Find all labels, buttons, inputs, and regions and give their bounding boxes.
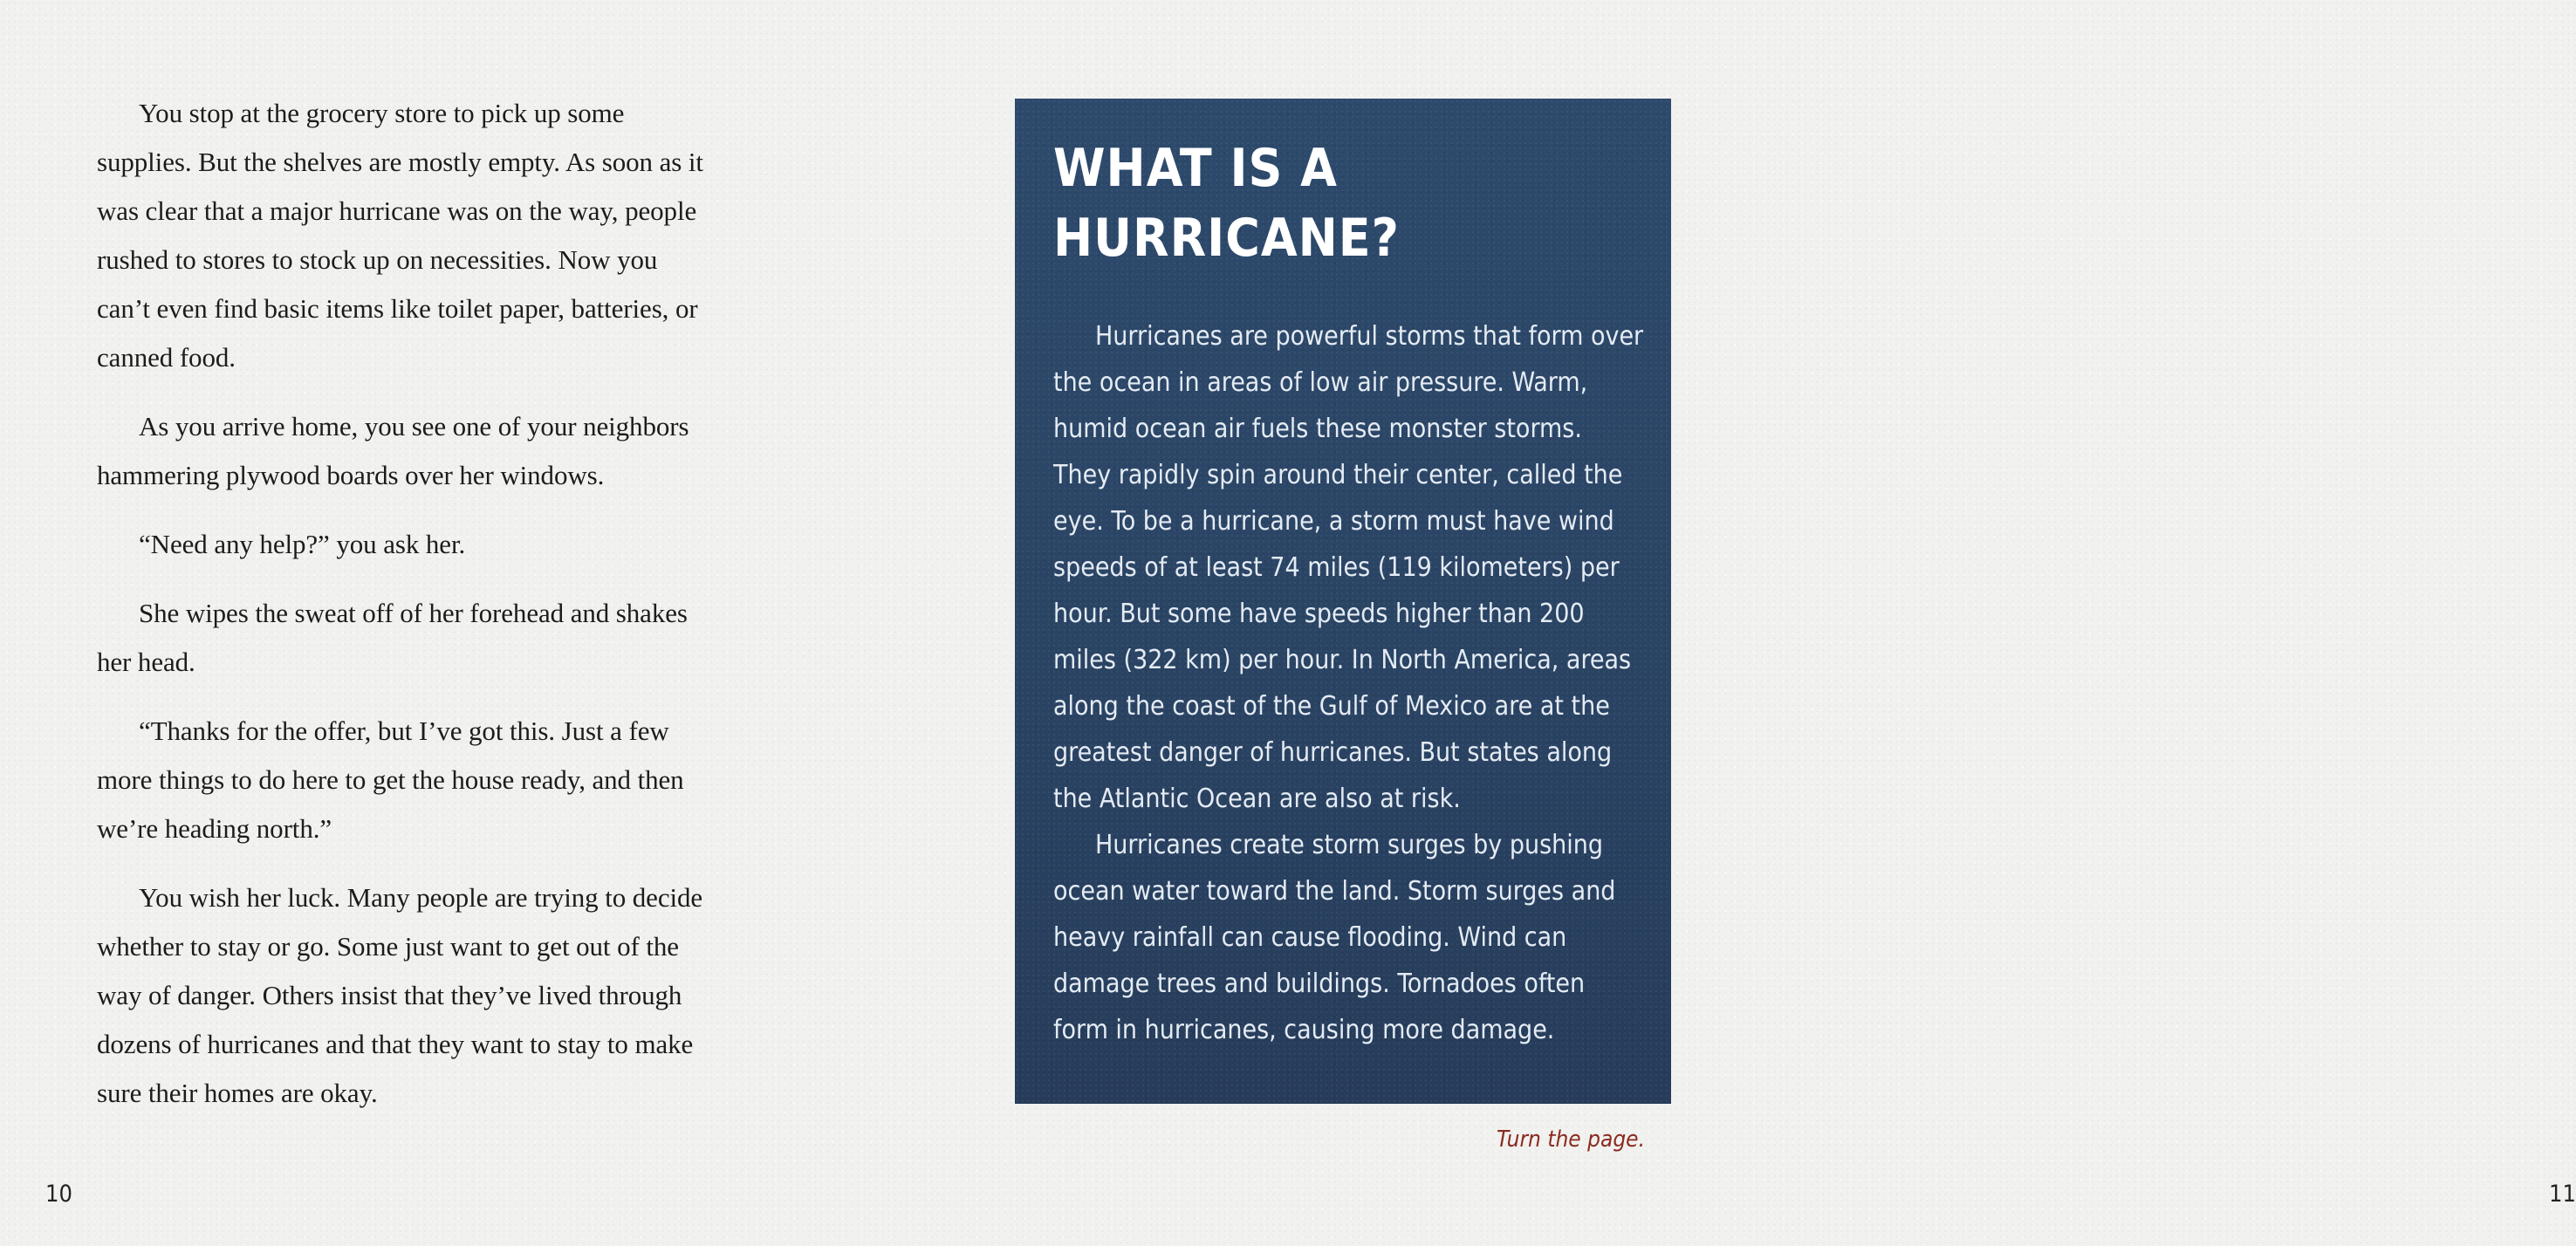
left-page <box>0 0 873 1246</box>
hurricane-sidebar <box>1015 99 1671 1104</box>
right-page <box>873 0 2576 1246</box>
story-paragraph: “Need any help?” you ask her. <box>139 529 466 559</box>
story-paragraph: “Thanks for the offer, but I’ve got this. Just a few more things to do here to get the house ready, and then we’re heading north.” <box>97 715 684 844</box>
story-paragraph: You wish her luck. Many people are trying to decide whether to stay or go. Some just want to get out of the way of danger. Others insist that they’ve lived through dozens of hurricanes and that they want to stay to make sure their homes are okay. <box>97 882 703 1108</box>
sidebar-paragraph: Hurricanes are powerful storms that form over the ocean in areas of low air pressure. Warm, humid ocean air fuels these monster storms. They rapidly spin around their center, called the eye. To be a hurricane, a storm must have wind speeds of at least 74 miles (119 kilometers) per hour. But some have speeds higher than 200 miles (322 km) per hour. In North America, areas along the coast of the Gulf of Mexico are at the greatest danger of hurricanes. But states along the Atlantic Ocean are also at risk. <box>1053 321 1644 814</box>
sidebar-body <box>1053 313 1645 1053</box>
sidebar-paragraph: Hurricanes create storm surges by pushing ocean water toward the land. Storm surges and heavy rainfall can cause flooding. Wind can damage trees and buildings. Tornadoes often form in hurricanes, causing more damage. <box>1053 830 1616 1045</box>
story-text <box>97 89 708 1138</box>
page-number-right: 11 <box>2549 1181 2576 1208</box>
sidebar-title: WHAT IS A HURRICANE? <box>1053 138 1400 269</box>
story-paragraph: She wipes the sweat off of her forehead and shakes her head. <box>97 598 688 677</box>
page-number-left: 10 <box>45 1181 72 1208</box>
story-paragraph: As you arrive home, you see one of your neighbors hammering plywood boards over her windows. <box>97 411 689 490</box>
turn-page-link[interactable]: Turn the page. <box>1496 1126 1645 1153</box>
story-paragraph: You stop at the grocery store to pick up some supplies. But the shelves are mostly empty. As soon as it was clear that a major hurricane was on the way, people rushed to stores to stock up on necessities. Now you can’t even find basic items like toilet paper, batteries, or canned food. <box>97 98 703 373</box>
